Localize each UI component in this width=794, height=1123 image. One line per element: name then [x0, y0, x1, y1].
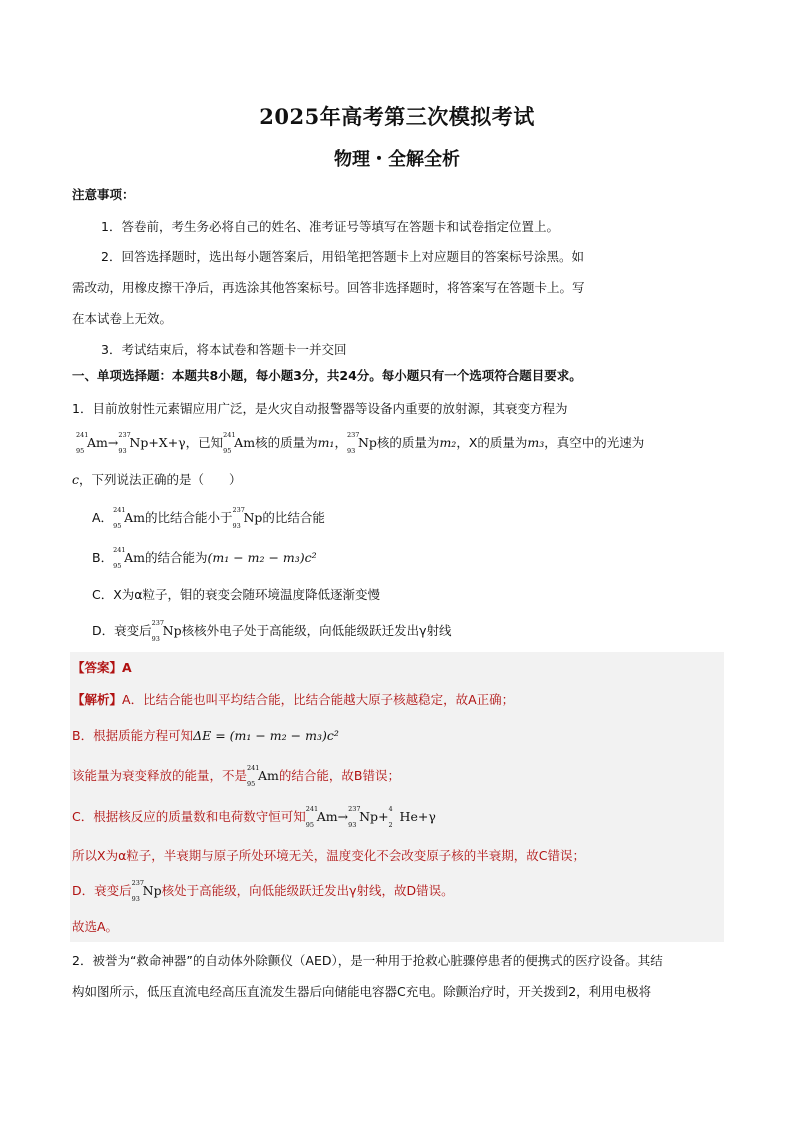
- analysis-conclusion: 故选A。: [72, 919, 119, 934]
- analysis-a: 【解析】A．比结合能也叫平均结合能，比结合能越大原子核越稳定，故A正确；: [72, 692, 515, 707]
- notice-item-2-line3: 在本试卷上无效。: [72, 311, 173, 326]
- notice-item-3: 3．考试结束后，将本试卷和答题卡一并交回: [101, 342, 347, 357]
- analysis-c: C．根据核反应的质量数和电荷数守恒可知 241 95 Am→ 237 93 Np+ 4 2 He+γ: [72, 805, 436, 829]
- nuclide-he: 4 2 He: [388, 805, 418, 829]
- nuclide-am: 241 95 Am: [223, 431, 256, 455]
- q1-option-a[interactable]: A． 241 95 Am的比结合能小于 237 93 Np的比结合能: [92, 506, 325, 530]
- page-subtitle: 物理・全解全析: [334, 149, 460, 170]
- notice-item-2-line2: 需改动，用橡皮擦干净后，再选涂其他答案标号。回答非选择题时，将答案写在答题卡上。写: [72, 280, 585, 295]
- section-heading: 一、单项选择题：本题共8小题，每小题3分，共24分。每小题只有一个选项符合题目要求。: [72, 368, 582, 383]
- notice-item-2-line1: 2．回答选择题时，选出每小题答案后，用铅笔把答题卡上对应题目的答案标号涂黑。如: [101, 249, 584, 264]
- q1-stem-line1: 1．目前放射性元素镅应用广泛，是火灾自动报警器等设备内重要的放射源，其衰变方程为: [72, 401, 568, 416]
- nuclide-am: 241 95 Am: [76, 431, 108, 455]
- notice-heading: 注意事项：: [72, 187, 135, 202]
- nuclide-np: 237 93 Np: [346, 431, 377, 455]
- nuclide-np: 237 93 Np: [118, 431, 149, 455]
- analysis-b: B．根据质能方程可知ΔE = (m₁ − m₂ − m₃)c²: [72, 728, 339, 743]
- q2-line1: 2．被誉为“救命神器”的自动体外除颤仪（AED），是一种用于抢救心脏骤停患者的便携式的医疗设备。其结: [72, 953, 663, 968]
- q1-stem-line3: c，下列说法正确的是（ ）: [72, 472, 242, 487]
- answer-label: 【答案】A: [72, 660, 132, 675]
- q1-option-c[interactable]: C．X为α粒子，钼的衰变会随环境温度降低逐渐变慢: [92, 587, 381, 602]
- q1-stem-line2: 241 95 Am→ 237 93 Np+X+γ，已知 241 95 Am核的质量为m₁， 237 93 Np核的质量为m₂，X的质量为m₃，真空中的光速为: [76, 431, 645, 455]
- analysis-d: D．衰变后 237 93 Np核处于高能级，向低能级跃迁发出γ射线，故D错误。: [72, 879, 454, 903]
- analysis-b2: 该能量为衰变释放的能量，不是 241 95 Am的结合能，故B错误；: [72, 764, 400, 788]
- q1-option-b[interactable]: B． 241 95 Am的结合能为(m₁ − m₂ − m₃)c²: [92, 546, 317, 570]
- q1-option-d[interactable]: D．衰变后 237 93 Np核核外电子处于高能级，向低能级跃迁发出γ射线: [92, 619, 452, 643]
- page-title: 2025年高考第三次模拟考试: [259, 104, 535, 129]
- analysis-c2: 所以X为α粒子，半衰期与原子所处环境无关，温度变化不会改变原子核的半衰期，故C错误；: [72, 848, 586, 863]
- q2-line2: 构如图所示，低压直流电经高压直流发生器后向储能电容器C充电。除颤治疗时，开关拨到2，利用电极将: [72, 984, 652, 999]
- notice-item-1: 1．答卷前，考生务必将自己的姓名、准考证号等填写在答题卡和试卷指定位置上。: [101, 219, 559, 234]
